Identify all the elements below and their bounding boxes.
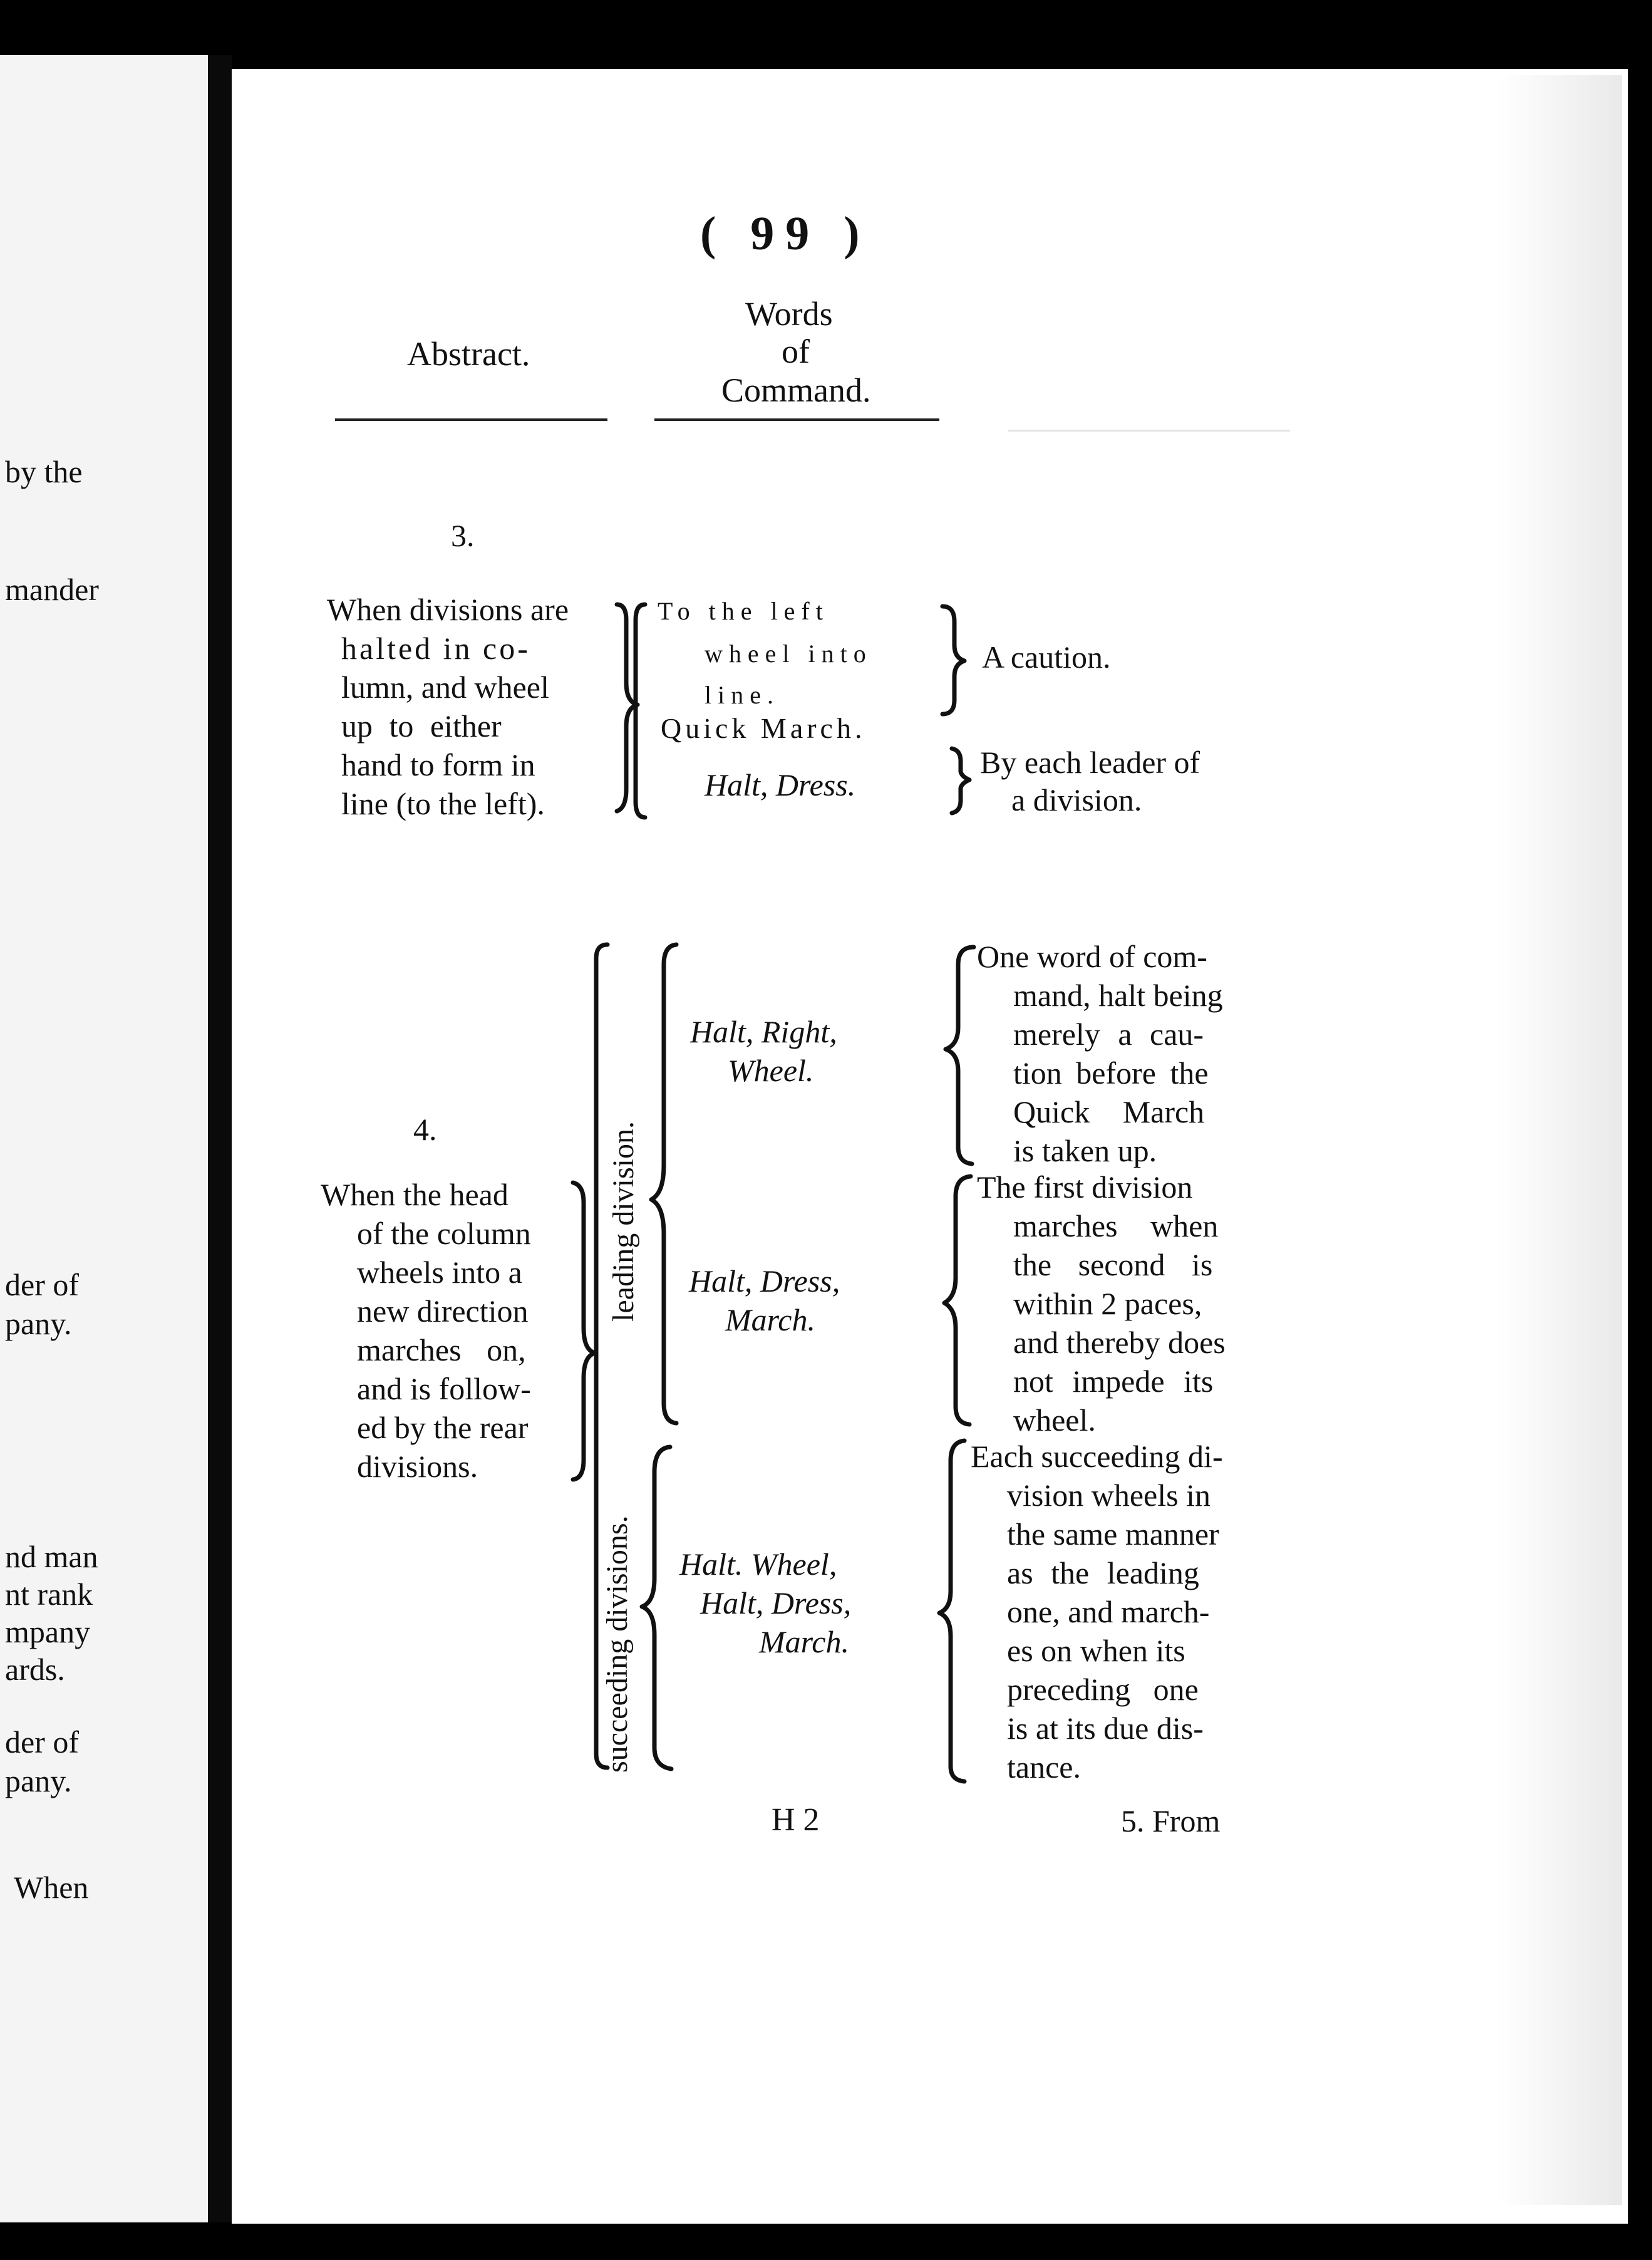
catchword: 5. From — [1121, 1803, 1221, 1838]
left-fragment: ards. — [5, 1652, 65, 1687]
column-header-command: Command. — [721, 371, 871, 409]
abstract-line: line (to the left). — [341, 786, 545, 821]
note-line: and thereby does — [1013, 1325, 1226, 1360]
command-line: wheel into — [705, 640, 872, 668]
note-caution: A caution. — [982, 640, 1111, 675]
brace — [573, 1183, 595, 1480]
column-header-words: Words — [745, 295, 833, 333]
abstract-line: and is follow- — [357, 1371, 531, 1406]
note-line: the second is — [1013, 1247, 1213, 1282]
note-line: is taken up. — [1013, 1133, 1157, 1168]
brace — [952, 749, 969, 813]
command-line: To the left — [658, 597, 829, 625]
command-line: March. — [759, 1624, 849, 1659]
abstract-line: halted in co- — [341, 631, 530, 666]
abstract-line: hand to form in — [341, 747, 535, 782]
command-line: March. — [725, 1302, 815, 1337]
brace — [942, 606, 964, 714]
section-number: 4. — [413, 1112, 437, 1147]
command-halt-dress: Halt, Dress. — [705, 767, 856, 802]
brace — [939, 1441, 964, 1781]
note-line: one, and march- — [1007, 1594, 1210, 1629]
abstract-line: of the column — [357, 1216, 531, 1251]
brace — [946, 947, 974, 1164]
left-fragment: by the — [5, 454, 83, 489]
left-fragment: nd man — [5, 1539, 98, 1574]
note-line: mand, halt being — [1013, 978, 1223, 1013]
section-number: 3. — [451, 518, 475, 553]
abstract-line: When the head — [321, 1177, 509, 1212]
signature-mark: H 2 — [772, 1802, 820, 1838]
note-line: is at its due dis- — [1007, 1711, 1204, 1746]
note-line: es on when its — [1007, 1633, 1185, 1668]
bracket — [596, 945, 607, 1768]
note-line: marches when — [1013, 1208, 1219, 1243]
brace — [651, 945, 676, 1423]
note-line: The first division — [977, 1169, 1193, 1205]
abstract-line: marches on, — [357, 1332, 526, 1367]
note-line: tance. — [1007, 1749, 1081, 1785]
command-line: Halt, Dress, — [700, 1585, 852, 1620]
brace — [642, 1447, 671, 1769]
note-line: a division. — [1011, 782, 1142, 817]
abstract-line: up to either — [341, 708, 502, 744]
label-succeeding-divisions: succeeding divisions. — [601, 1515, 634, 1773]
note-line: the same manner — [1007, 1516, 1219, 1552]
abstract-line: lumn, and wheel — [341, 670, 549, 705]
abstract-line: When divisions are — [327, 592, 569, 627]
left-fragment: When — [14, 1870, 89, 1905]
note-line: Each succeeding di- — [971, 1439, 1223, 1474]
command-line: Quick March. — [661, 712, 866, 744]
abstract-line: new direction — [357, 1293, 529, 1329]
left-fragment: mander — [5, 572, 99, 607]
bracket — [636, 604, 645, 817]
note-line: Quick March — [1013, 1094, 1205, 1129]
page-number: ( 99 ) — [700, 207, 871, 260]
note-line: tion before the — [1013, 1055, 1209, 1091]
note-line: preceding one — [1007, 1672, 1199, 1707]
command-line: Wheel. — [728, 1053, 814, 1088]
note-line: not impede its — [1013, 1364, 1214, 1399]
note-line: By each leader of — [980, 745, 1200, 780]
command-line: Halt. Wheel, — [679, 1547, 837, 1582]
command-line: line. — [705, 681, 780, 709]
left-fragment: mpany — [5, 1614, 91, 1649]
column-header-of: of — [782, 333, 810, 370]
command-line: Halt, Right, — [690, 1014, 837, 1049]
note-line: vision wheels in — [1007, 1478, 1211, 1513]
command-line: Halt, Dress, — [689, 1263, 840, 1298]
brace — [944, 1176, 971, 1424]
left-fragment: nt rank — [5, 1577, 93, 1612]
column-header-abstract: Abstract. — [407, 335, 530, 373]
left-fragment: pany. — [5, 1306, 72, 1341]
abstract-line: divisions. — [357, 1449, 478, 1484]
note-line: One word of com- — [977, 939, 1207, 974]
left-fragment: pany. — [5, 1763, 72, 1798]
note-line: wheel. — [1013, 1402, 1096, 1438]
note-line: merely a cau- — [1013, 1017, 1204, 1052]
left-fragment: der of — [5, 1724, 79, 1760]
abstract-line: wheels into a — [357, 1255, 522, 1290]
note-line: as the leading — [1007, 1555, 1199, 1590]
left-fragment: der of — [5, 1267, 79, 1302]
abstract-line: ed by the rear — [357, 1410, 529, 1445]
label-leading-division: leading division. — [607, 1121, 640, 1322]
note-line: within 2 paces, — [1013, 1286, 1202, 1321]
